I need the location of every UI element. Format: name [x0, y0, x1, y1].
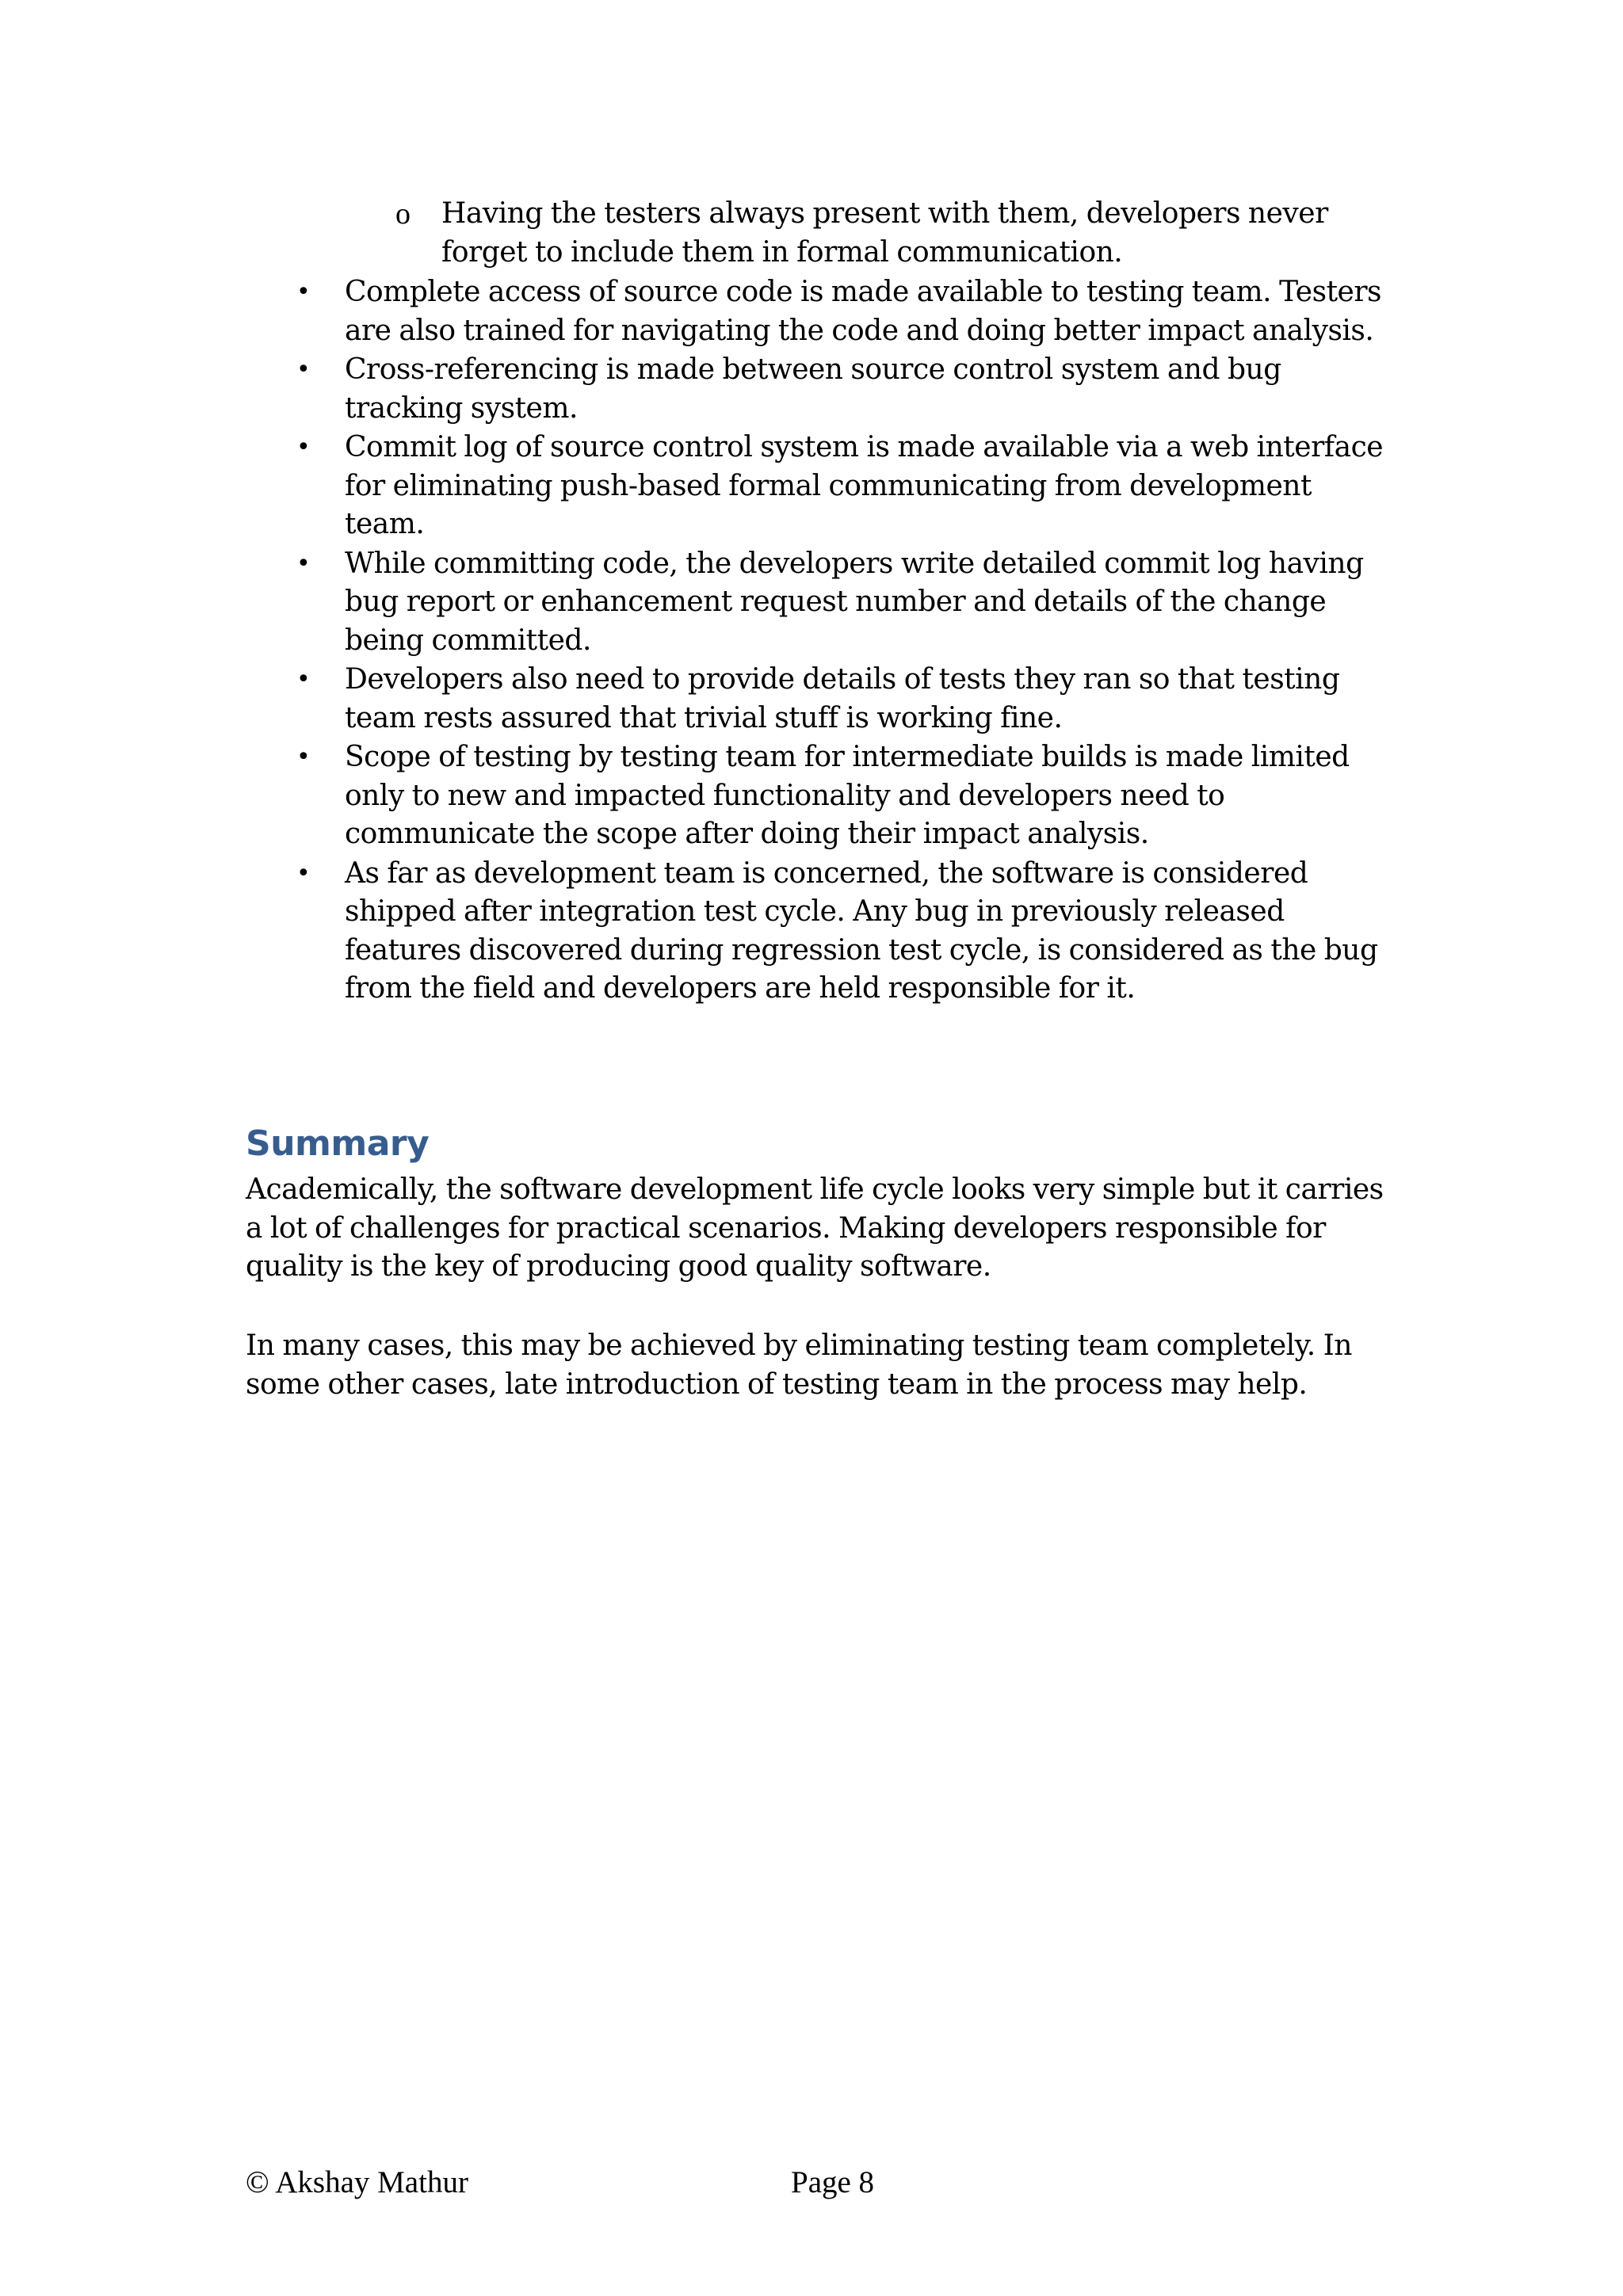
summary-paragraph: In many cases, this may be achieved by eliminating testing team completely. In some other cases, late introduction of testing team in the process may help. [246, 1329, 1352, 1401]
nested-bullet-list [390, 195, 1388, 272]
list-item [293, 429, 1387, 544]
list-item [293, 351, 1387, 428]
list-item [293, 661, 1387, 738]
hollow-circle-bullet-icon: o [395, 197, 411, 231]
bullet-icon: • [296, 859, 311, 887]
bullet-icon: • [296, 356, 311, 383]
list-item-text: Developers also need to provide details of tests they ran so that testing team rests assured that trivial stuff is working fine. [345, 663, 1340, 734]
bullet-icon: • [296, 743, 311, 771]
bullet-icon: • [296, 278, 311, 306]
list-item-text: Scope of testing by testing team for intermediate builds is made limited only to new and impacted functionality and developers need to communicate the scope after doing their impact analysis. [345, 741, 1350, 850]
list-item [293, 273, 1387, 350]
bullet-icon: • [296, 666, 311, 693]
list-item-text: As far as development team is concerned, the software is considered shipped after integration test cycle. Any bug in previously released features discovered during regression test cycle, is considered as the bug from the field and developers are held responsible for it. [345, 856, 1378, 1005]
list-item-text: Cross-referencing is made between source control system and bug tracking system. [345, 353, 1281, 425]
nested-list-item [390, 195, 1388, 272]
summary-paragraph: Academically, the software development life cycle looks very simple but it carries a lot of challenges for practical scenarios. Making developers responsible for quality is the key of producing good quality software. [246, 1173, 1384, 1283]
list-item [293, 545, 1387, 661]
list-item [293, 738, 1387, 854]
bullet-list [293, 273, 1387, 1009]
list-item-text: Commit log of source control system is made available via a web interface for eliminating push-based formal communicating from development team. [345, 431, 1384, 540]
bullet-icon: • [296, 549, 311, 578]
list-item-text: Complete access of source code is made available to testing team. Testers are also trained for navigating the code and doing better impact analysis. [345, 276, 1382, 347]
footer-copyright: © Akshay Mathur [246, 2165, 468, 2199]
footer-page-number: Page 8 [791, 2165, 875, 2199]
nested-list-item-text: Having the testers always present with them, developers never forget to include them in formal communication. [441, 197, 1328, 269]
list-item-text: While committing code, the developers write detailed commit log having bug report or enhancement request number and details of the change being committed. [345, 547, 1364, 657]
section-heading: Summary [246, 1123, 430, 1164]
bullet-icon: • [296, 433, 311, 461]
list-item [293, 855, 1387, 1009]
